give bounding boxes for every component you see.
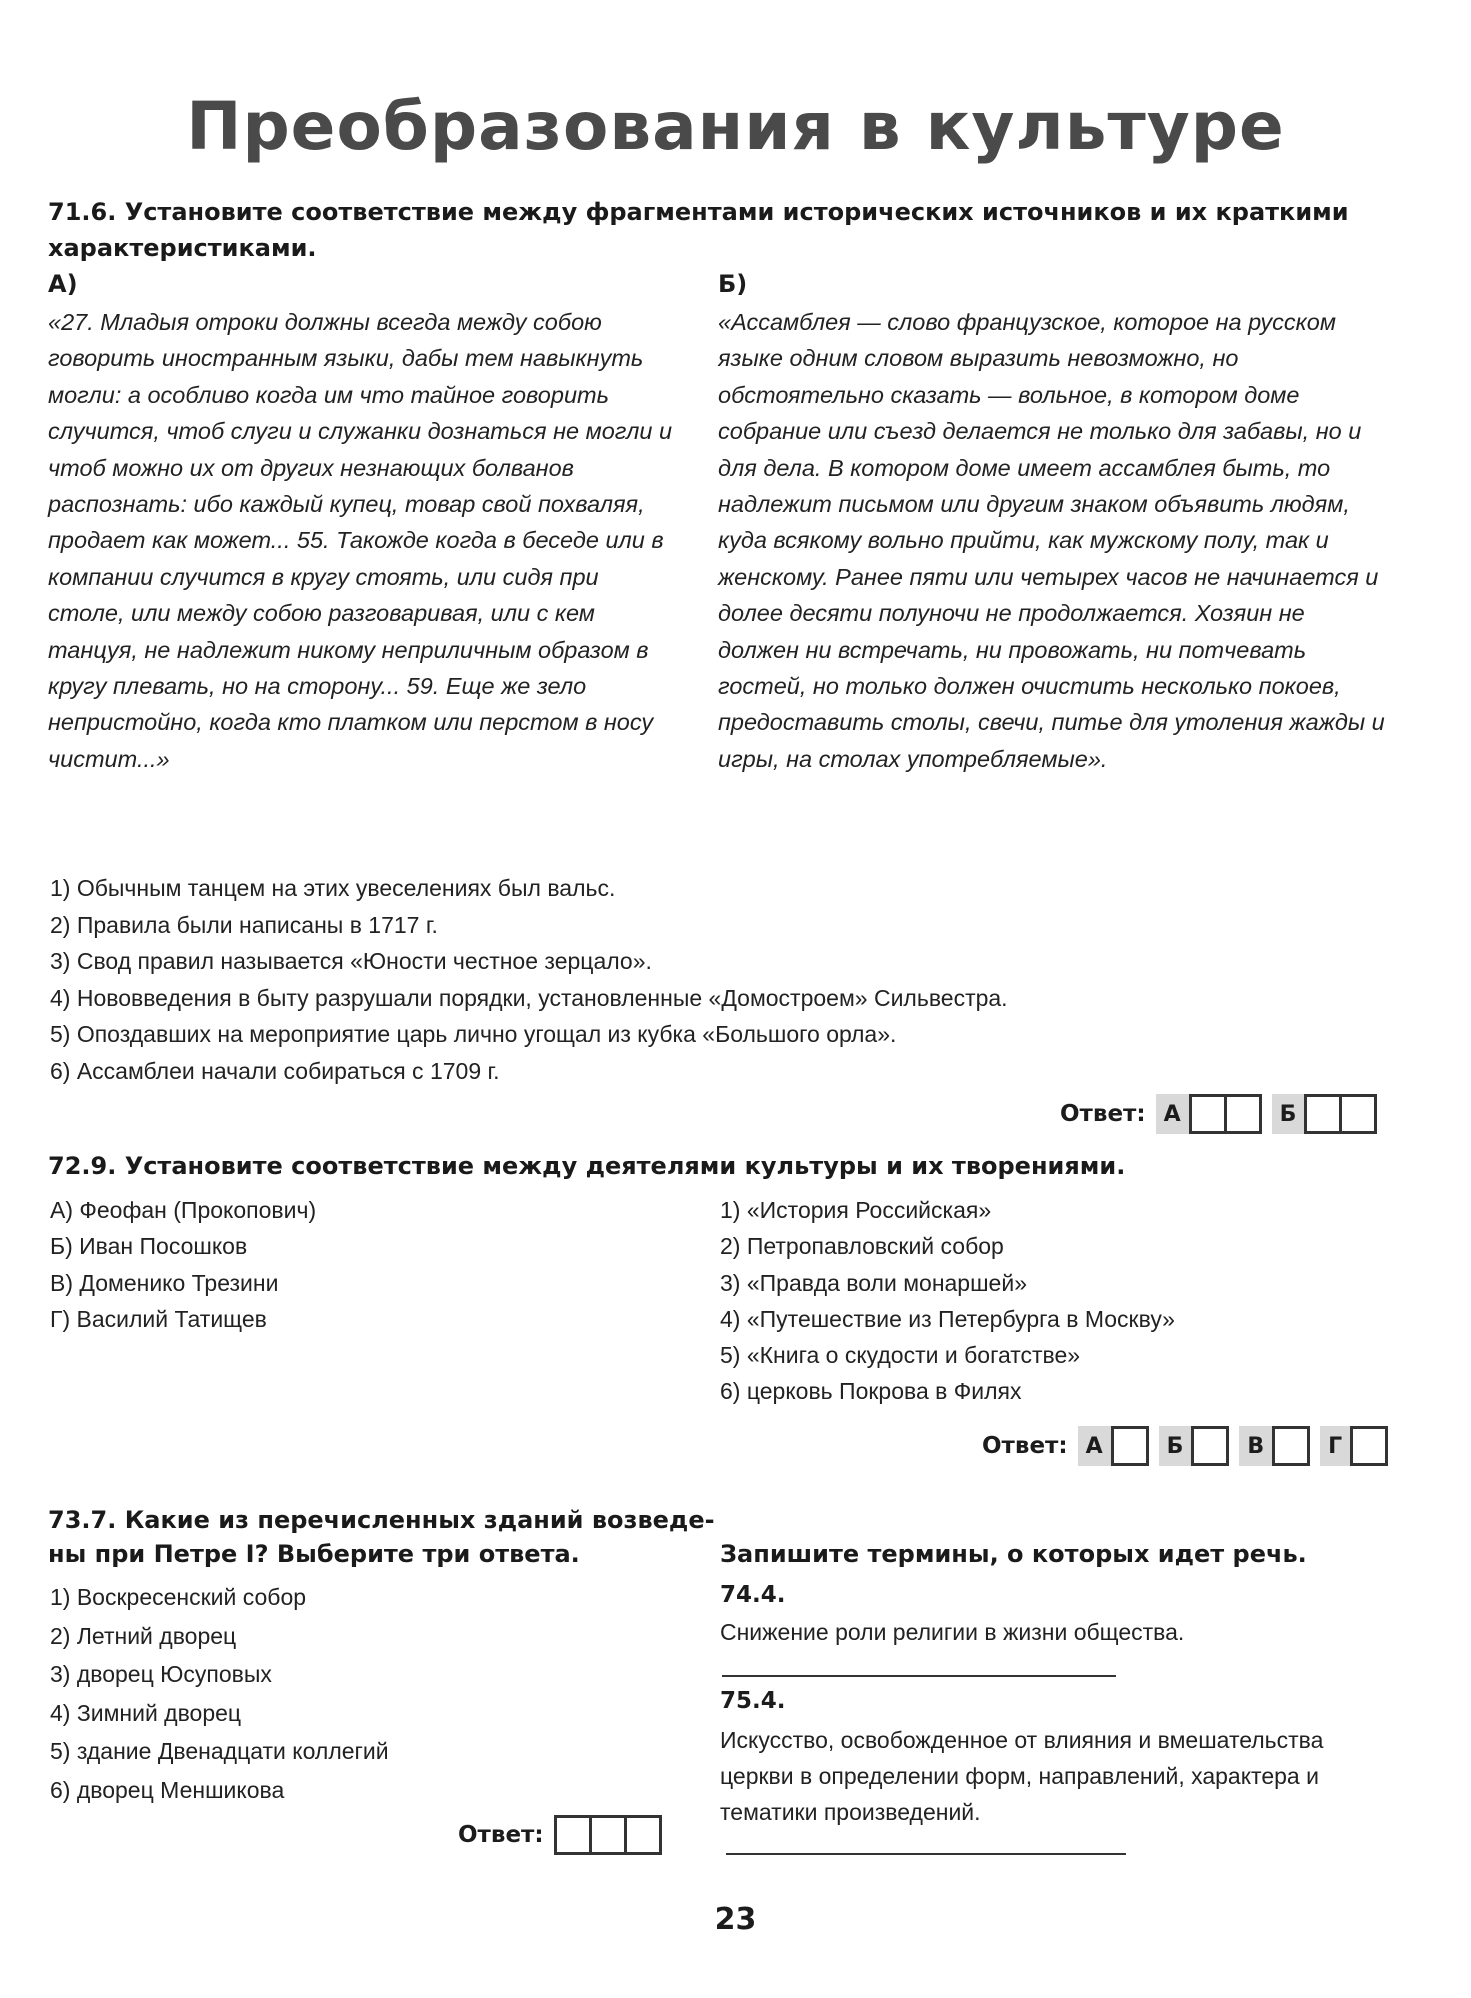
answer-box[interactable] xyxy=(1350,1426,1388,1466)
list-item: 3) дворец Юсуповых xyxy=(50,1661,272,1687)
answer-group xyxy=(554,1815,662,1855)
list-item: 5) Опоздавших на мероприятие царь лично угощал из кубка «Большого орла». xyxy=(50,1021,897,1047)
task-74-number: 74.4. xyxy=(720,1582,786,1608)
list-item: Г) Василий Татищев xyxy=(50,1305,267,1332)
answer-letter: А xyxy=(1163,1101,1181,1127)
source-a-label: А) xyxy=(48,270,78,298)
list-item: 5) здание Двенадцати коллегий xyxy=(50,1738,389,1764)
task-72-persons xyxy=(50,1192,316,1337)
answer-group-g xyxy=(1320,1426,1388,1466)
task-71-answer xyxy=(1060,1094,1377,1134)
list-item: Б) Иван Посошков xyxy=(50,1233,248,1260)
list-item: 4) Нововведения в быту разрушали порядки, установленные «Домостроем» Сильвестра. xyxy=(50,984,1008,1011)
task-72-works xyxy=(720,1192,1175,1410)
list-item: 2) Петропавловский собор xyxy=(720,1233,1004,1260)
answer-box[interactable] xyxy=(1339,1094,1377,1134)
task-73-heading-line2: ны при Петре I? Выберите три ответа. xyxy=(48,1540,580,1568)
answer-letter: Г xyxy=(1328,1433,1343,1459)
list-item: 1) Обычным танцем на этих увеселениях был вальс. xyxy=(50,875,616,901)
answer-group-a xyxy=(1156,1094,1262,1134)
list-item: 6) Ассамблеи начали собираться с 1709 г. xyxy=(50,1057,500,1084)
list-item: 4) «Путешествие из Петербурга в Москву» xyxy=(720,1305,1175,1332)
answer-letter: А xyxy=(1085,1433,1103,1459)
task-72-heading: 72.9. Установите соответствие между деятелями культуры и их творениями. xyxy=(48,1152,1126,1180)
answer-letter: Б xyxy=(1166,1433,1184,1459)
answer-box[interactable] xyxy=(1191,1426,1229,1466)
task-75-answer-line[interactable] xyxy=(726,1853,1126,1855)
terms-heading: Запишите термины, о которых идет речь. xyxy=(720,1540,1307,1568)
answer-box[interactable] xyxy=(1224,1094,1262,1134)
list-item: 1) Воскресенский собор xyxy=(50,1584,307,1610)
answer-box[interactable] xyxy=(1304,1094,1342,1134)
task-73-options xyxy=(50,1578,389,1809)
source-a-text: «27. Младыя отроки должны всегда между собою говорить иностранным языки, дабы тем навыкнуть могли: а особливо когда им что тайное говорить случится, чтоб слуги и служанки дознаться не могли и чтоб можно их от других незнающих болванов распознать: ибо каждый купец, товар свой похваляя, продает как может... 55. Такожде когда в беседе или в компании случится в кругу стоять, или сидя при столе, или между собою разговаривая, или с кем танцуя, не надлежит никому неприличным образом в кругу плевать, но на сторону... 59. Еще же зело непристойно, когда кто платком или перстом в носу чистит...» xyxy=(48,309,673,772)
source-b-text: «Ассамблея — слово французское, которое на русском языке одним словом выразить невозможно, но обстоятельно сказать — вольное, в котором доме собрание или съезд делается не только для забавы, но и для дела. В котором доме имеет ассамблея быть, то надлежит письмом или другим знаком объявить людям, куда всякому вольно прийти, как мужскому полу, так и женскому. Ранее пяти или четырех часов не начинается и долее десяти полуночи не продолжается. Хозяин не должен ни встречать, ни провожать, ни потчевать гостей, но только должен очистить несколько покоев, предоставить столы, свечи, питье для утоления жажды и игры, на столах употребляемые». xyxy=(718,309,1385,772)
answer-box[interactable] xyxy=(1272,1426,1310,1466)
list-item: 6) дворец Меншикова xyxy=(50,1776,285,1803)
answer-letter: Б xyxy=(1279,1101,1297,1127)
answer-box[interactable] xyxy=(589,1815,627,1855)
answer-group-v xyxy=(1239,1426,1310,1466)
list-item: 2) Правила были написаны в 1717 г. xyxy=(50,911,438,938)
task-75-number: 75.4. xyxy=(720,1688,786,1714)
task-74-text: Снижение роли религии в жизни общества. xyxy=(720,1619,1185,1645)
list-item: 6) церковь Покрова в Филях xyxy=(720,1378,1022,1405)
list-item: 1) «История Российская» xyxy=(720,1197,992,1223)
task-75-text: Искусство, освобожденное от влияния и вмешательства церкви в определении форм, направлений, характера и тематики произведений. xyxy=(720,1727,1324,1825)
source-b-label: Б) xyxy=(718,270,748,298)
task-71-options xyxy=(50,870,1008,1089)
task-72-answer xyxy=(982,1426,1388,1466)
answer-group-b xyxy=(1272,1094,1378,1134)
list-item: 5) «Книга о скудости и богатстве» xyxy=(720,1342,1081,1369)
answer-group-a xyxy=(1078,1426,1149,1466)
answer-box[interactable] xyxy=(554,1815,592,1855)
answer-box[interactable] xyxy=(1189,1094,1227,1134)
page-number: 23 xyxy=(714,1902,757,1937)
answer-label: Ответ: xyxy=(458,1822,544,1848)
task-73-answer xyxy=(458,1815,662,1855)
list-item: 3) Свод правил называется «Юности честное зерцало». xyxy=(50,948,652,974)
task-71-heading: 71.6. Установите соответствие между фрагментами исторических источников и их краткими характеристиками. xyxy=(48,198,1349,262)
answer-box[interactable] xyxy=(624,1815,662,1855)
list-item: В) Доменико Трезини xyxy=(50,1269,279,1296)
page-title: Преобразования в культуре xyxy=(186,88,1285,165)
list-item: 4) Зимний дворец xyxy=(50,1699,242,1726)
list-item: 3) «Правда воли монаршей» xyxy=(720,1269,1027,1296)
answer-label: Ответ: xyxy=(1060,1101,1146,1127)
task-74-answer-line[interactable] xyxy=(722,1675,1116,1677)
list-item: 2) Летний дворец xyxy=(50,1622,237,1649)
answer-group-b xyxy=(1159,1426,1230,1466)
task-73-heading-line1: 73.7. Какие из перечисленных зданий возведе- xyxy=(48,1506,715,1534)
answer-box[interactable] xyxy=(1111,1426,1149,1466)
list-item: А) Феофан (Прокопович) xyxy=(50,1197,317,1223)
answer-letter: В xyxy=(1247,1433,1265,1459)
answer-label: Ответ: xyxy=(982,1433,1068,1459)
